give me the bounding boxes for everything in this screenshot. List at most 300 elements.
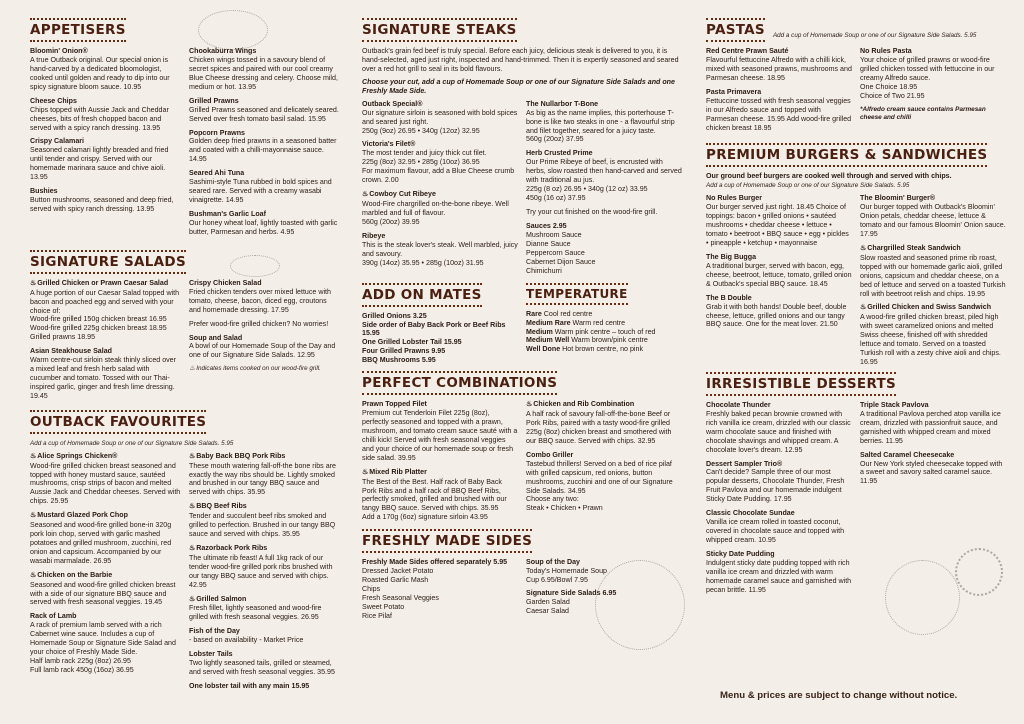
item-price: 10.95 [758,536,776,545]
section-note: Add a cup of Homemade Soup or one of our Signature Side Salads. 5.95 [706,182,910,190]
section-note: Add a cup of Homemade Soup or one of our Signature Side Salads. 5.95 [30,439,234,447]
item-name-text: Classic Chocolate Sundae [706,509,795,518]
menu-item [189,502,340,539]
item-description [30,521,181,566]
item-line: 390g (14oz) 35.95 • 285g (10oz) 31.95 [362,258,484,267]
list-item: Grilled Onions 3.25 [362,311,427,320]
section-title: PASTAS [706,18,765,42]
item-description-text: Your choice of grilled prawns or wood-fire grilled chicken tossed with fettuccine in our creamy Alfredo sauce. [860,55,995,82]
item-price: 18.95 [767,73,785,82]
item-name [526,149,682,158]
menu-item [30,612,181,675]
item-name-text: Dessert Sampler Trio® [706,459,783,468]
item-line: 560g (20oz) 39.95 [362,217,420,226]
burgers-section [706,143,1006,371]
item-price: 16.95 [860,357,878,366]
item-price: 17.95 [271,305,289,314]
item-line: Chimichurri [526,266,562,275]
item-name [706,294,852,303]
menu-item [860,47,1006,101]
item-price: 39.95 [397,453,416,462]
item-description-text: Our New York styled cheesecake topped with a sweet and savory salted caramel sauce. [860,459,1003,477]
item-description [189,137,340,164]
section-title: TEMPERATURE [526,283,628,305]
item-name-text: Razorback Pork Ribs [196,543,268,552]
menu-item [526,100,682,145]
item-description [526,109,682,136]
item-name [526,400,682,410]
item-description [706,56,852,83]
item-line: Wood-fire grilled 150g chicken breast 16.95 [30,315,167,324]
item-line: Mushroom Sauce [526,230,582,239]
menu-item [189,97,340,124]
item-name [189,279,340,288]
item-description-text: Wood-Fire chargrilled on-the-bone ribeye. Well marbled and full of flavour. [362,199,509,217]
item-name-text: Bushies [30,187,58,196]
item-name-text: Cheese Chips [30,96,77,105]
item-description [189,178,340,205]
section-intro: Our ground beef burgers are cooked well through and served with chips. [706,172,952,181]
item-description-text: Indulgent sticky date pudding topped with rich vanilla ice cream and drizzled with warm homemade caramel sauce and garnished with pecan brittle. [706,558,852,594]
item-name-text: Alice Springs Chicken® [37,451,118,460]
item-line: Wood-fire grilled 225g chicken breast 18.95 [30,324,167,333]
section-title: APPETISERS [30,18,126,42]
item-name [706,88,852,97]
item-name-text: Soup and Salad [189,333,243,342]
item-description [860,313,1006,367]
list-item: Today's Homemade Soup [526,567,608,576]
section-title: FRESHLY MADE SIDES [362,529,532,553]
item-description-text: Seasoned calamari lightly breaded and fried until tender and crispy. Served with our homemade marinara sauce and chive aioli. [30,146,169,173]
item-price: 35.95 [247,488,266,497]
item-name-text: Asian Steakhouse Salad [30,347,113,356]
menu-item [189,129,340,165]
item-name [189,544,340,554]
menu-item [30,137,181,182]
item-description [189,636,340,645]
item-price: 12.95 [784,445,803,454]
menu-item [30,279,181,342]
item-description [189,462,340,498]
combos-section [362,371,682,527]
side-salads-heading: Signature Side Salads 6.95 [526,589,617,598]
menu-item [30,452,181,507]
section-title: ADD ON MATES [362,283,482,307]
temperature-row [526,310,682,319]
item-description-text: The most tender and juicy thick cut filet. [362,149,487,158]
item-name-text: Crispy Chicken Salad [189,278,262,287]
wood-fire-icon: ♨ [189,544,196,552]
item-description [860,460,1006,487]
item-name [706,253,852,262]
item-name-text: Chicken and Rib Combination [533,400,635,409]
item-name [189,452,340,462]
item-price: 10.95 [123,82,142,91]
item-name [189,169,340,178]
item-name-text: Pasta Primavera [706,87,762,96]
item-name [860,451,1006,460]
item-description [30,356,181,401]
menu-item [189,320,340,329]
footer-disclaimer: Menu & prices are subject to change without notice. [720,690,958,701]
menu-item [189,169,340,205]
item-line: 450g (16 oz) 37.95 [526,194,586,203]
temperature-desc: Warm brown/pink centre [571,336,648,345]
item-name [706,550,852,559]
item-name [189,595,340,605]
menu-item [362,100,518,136]
wood-fire-icon: ♨ [30,512,37,520]
item-name-text: Sauces 2.95 [526,221,567,230]
item-name-text: Grilled Prawns [189,96,239,105]
item-name [706,460,852,469]
temperature-name: Medium Well [526,336,570,345]
item-description-text: Tastebud thrillers! Served on a bed of rice pilaf with grilled capsicum, red onions, button mushrooms, zucchini and one of our Signature Side Salads. [526,459,673,495]
item-description [706,303,852,330]
item-description-text: Wood-fire grilled chicken breast seasoned and topped with honey mustard sauce, sautéed mushrooms, crisp strips of bacon and melted Aussie Jack and Cheddar cheeses. Served with chips. [30,461,181,506]
item-line: Grilled prawns 18.95 [30,333,96,342]
item-price: 15.95 [308,114,326,123]
menu-item [189,210,340,237]
item-price: 11.95 [860,477,878,486]
list-item: BBQ Mushrooms 5.95 [362,356,436,365]
item-name-text: Grilled Chicken or Prawn Caesar Salad [37,278,169,287]
temperature-row [526,336,682,345]
item-description [30,56,181,92]
item-description [706,518,852,545]
section-title: OUTBACK FAVOURITES [30,410,206,434]
item-description [189,288,340,315]
temperature-desc: Warm red centre [572,318,626,327]
item-name-text: Fish of the Day [189,627,240,636]
menu-item [189,452,340,498]
menu-item [706,253,852,289]
item-name-text: Bushman's Garlic Loaf [189,210,266,218]
item-price: 19.45 [30,391,48,400]
item-name [189,650,340,659]
soup-heading: Soup of the Day [526,558,580,567]
item-name [362,232,518,241]
item-name [189,210,340,219]
item-description [362,109,518,127]
item-name-text: Chicken on the Barbie [37,570,113,579]
item-name [860,194,1006,203]
item-description [189,320,340,329]
item-name [706,47,852,56]
item-price: 32.95 [637,436,656,445]
item-description [30,196,181,214]
item-line: Add a 170g (6oz) signature sirloin 43.95 [362,513,488,522]
item-price: 4.95 [280,227,295,236]
item-description [189,604,340,622]
menu-item [706,88,852,133]
list-item: Cup 6.95/Bowl 7.95 [526,576,588,585]
item-line: 250g (9oz) 26.95 • 340g (12oz) 32.95 [362,126,480,135]
item-name [30,279,181,289]
item-name [526,222,682,231]
wood-fire-icon: ♨ [362,468,369,476]
item-name [189,97,340,106]
item-description [526,410,682,446]
item-description-text: Grab it with both hands! Double beef, double cheese, lettuce, grilled onions and our tangy BBQ sauce. One for the meat lover. [706,302,847,329]
item-name [860,303,1006,313]
item-name-text: Red Centre Prawn Sauté [706,47,789,55]
item-name [860,401,1006,410]
item-line: Half lamb rack 225g (8oz) 26.95 [30,657,131,666]
sides-section [362,529,682,621]
item-price: 18.45 [809,279,828,288]
menu-item [30,97,181,133]
item-description-text: A bowl of our Homemade Soup of the Day and one of our Signature Side Salads. [189,342,336,360]
item-description [30,106,181,133]
menu-item [362,232,518,268]
item-name-text: Rack of Lamb [30,612,77,621]
pastas-section [706,18,1006,137]
item-description-text: This is the steak lover's steak. Well marbled, juicy and savoury. [362,240,518,258]
item-description-text: Fried chicken tenders over mixed lettuce with tomato, cheese, bacon, diced egg, croutons and homemade dressing. [189,287,331,314]
item-name-text: Herb Crusted Prime [526,149,593,158]
item-line: Full lamb rack 450g (16oz) 36.95 [30,666,134,675]
item-name-text: Mustard Glazed Pork Chop [37,511,128,520]
menu-item [189,650,340,677]
item-name [362,468,518,478]
item-price: 35.95 [317,667,335,676]
item-description [706,262,852,289]
item-name-text: Grilled Chicken and Swiss Sandwich [867,303,992,312]
item-description-text: As big as the name implies, this porterhouse T-bone is like two steaks in one - a flavourful strip and filet together, seared for a juicy taste. [526,108,675,135]
item-description-text: A true Outback original. Our special onion is hand-carved by a dedicated bloomologist, cooked until golden and ready to dip into our spicy signature bloom sauce. [30,55,170,91]
item-description [362,241,518,259]
item-name [30,97,181,106]
temperature-desc: Warm pink centre – touch of red [554,327,656,336]
item-price: 15.95 [291,681,310,690]
item-name-text: Triple Stack Pavlova [860,400,929,409]
wood-fire-note: ♨Indicates items cooked on our wood-fire grill. [189,365,321,373]
item-line: 560g (20oz) 37.95 [526,135,584,144]
item-description [362,200,518,218]
wood-fire-icon: ♨ [189,595,196,603]
item-name-text: The Nullarbor T-Bone [526,99,599,108]
menu-item [526,222,682,276]
list-item: Fresh Seasonal Veggies [362,594,439,602]
salads-section [30,250,340,406]
item-description-text: A half rack of savoury fall-off-the-bone Beef or Pork Ribs, paired with a tasty wood-fire grilled 225g (8oz) chicken breast and smothered with our BBQ sauce. Served with chips. [526,410,672,445]
item-name [189,129,340,138]
temperature-desc: Hot brown centre, no pink [562,345,643,354]
item-description [706,410,852,455]
item-description [189,554,340,590]
item-description [860,203,1006,239]
item-description [30,581,181,608]
item-description [30,462,181,507]
item-name-text: The Bloomin' Burger® [860,194,936,203]
item-price: 17.95 [773,495,792,504]
temperature-name: Rare [526,309,542,318]
temperature-row [526,328,682,337]
item-description [526,460,682,496]
item-name-text: No Rules Pasta [860,47,912,55]
item-price: 11.95 [885,436,903,445]
menu-item [30,511,181,566]
item-name-text: Outback Special® [362,99,423,108]
item-price: 42.95 [189,580,207,589]
item-name-text: Chargrilled Steak Sandwich [867,243,961,252]
menu-item [526,149,682,203]
item-description [526,208,682,217]
item-name [526,451,682,460]
sides-heading: Freshly Made Sides offered separately 5.95 [362,558,508,567]
menu-item [362,400,518,463]
wood-fire-icon: ♨ [30,452,37,460]
item-name-text: The Big Bugga [706,252,757,261]
wood-fire-icon: ♨ [526,401,533,409]
item-description-text: Our honey wheat loaf, lightly toasted with garlic butter, Parmesan and herbs. [189,218,338,236]
item-name [30,187,181,196]
item-line: Peppercorn Sauce [526,248,585,257]
item-description-text: Chicken wings tossed in a savoury blend of secret spices and paired with our cool creamy Blue Cheese dressing and celery. Choose mild, medium or hot. [189,55,338,91]
item-price: 18.95 [753,123,772,132]
item-line: For maximum flavour, add a Blue Cheese crumb crown. 2.00 [362,167,515,185]
item-description [706,468,852,504]
menu-item [706,47,852,83]
item-description-text: Grilled Prawns seasoned and delicately seared. Served over fresh tomato basil salad. [189,105,339,123]
item-price: 25.95 [50,497,69,506]
item-description-text: Slow roasted and seasoned prime rib roast, topped with our homemade garlic aioli, grilled onions, capsicum and cheddar cheese, on a bed of lettuce and served on a toasted Turkish roll with beetroot relish and chips. [860,253,1006,298]
item-name [189,47,340,56]
list-item: Chips [362,585,381,594]
item-price: 14.95 [225,196,244,205]
item-name [362,140,518,149]
item-name [189,334,340,343]
menu-item [706,194,852,248]
item-description [189,219,340,237]
item-description [189,659,340,677]
item-price: 14.95 [189,155,207,164]
section-title: SIGNATURE SALADS [30,250,186,274]
list-item: Sweet Potato [362,602,405,611]
desserts-section [706,372,1006,600]
appetisers-section [30,18,340,242]
item-name-text: Combo Griller [526,450,574,459]
item-description [860,410,1006,446]
item-name-text: Seared Ahi Tuna [189,169,245,178]
temperature-section [526,283,682,366]
menu-item [860,194,1006,239]
item-line: 225g (8 oz) 26.95 • 340g (12 oz) 33.95 [526,185,648,194]
item-description-text: Our signature sirloin is seasoned with bold spices and seared just right. [362,108,518,126]
menu-item [526,400,682,446]
item-description [189,342,340,360]
item-description-text: Seasoned and wood-fire grilled chicken breast with a side of our signature BBQ sauce and served with fresh seasonal veggies. [30,580,176,607]
item-description [706,97,852,133]
item-name-text: Crispy Calamari [30,137,85,146]
addons-section [362,283,518,366]
item-description-text: Can't decide? Sample three of our most popular desserts, Chocolate Thunder, Fresh Fruit Pavlova and our homemade indulgent Sticky Date Pudding. [706,468,845,504]
item-description-text: A rack of premium lamb served with a rich Cabernet wine sauce. Includes a cup of Homemade Soup or Signature Side Salad and your choice of Freshly Made Side. [30,621,176,657]
item-description-text: Tender and succulent beef ribs smoked and grilled to perfection. Brushed in our tangy BBQ sauce and served with chips. [189,512,336,539]
wood-fire-icon: ♨ [860,304,867,312]
wood-fire-icon: ♨ [30,279,37,287]
item-description [706,559,852,595]
item-description-text: The Best of the Best. Half rack of Baby Back Pork Ribs and a half rack of BBQ Beef Ribs, perfectly smoked, grilled and brushed with our tangy BBQ sauce. Served with chips. [362,477,507,513]
section-choose: Choose your cut, add a cup of Homemade Soup or one of our Signature Side Salads and one Freshly Made Side. [362,77,675,95]
item-description [189,106,340,124]
item-name [30,347,181,356]
temperature-row [526,345,682,354]
item-name [30,571,181,581]
item-name-text: Sticky Date Pudding [706,549,775,558]
item-description-text: Fettuccine tossed with fresh seasonal veggies in our Alfredo sauce and topped with Parmesan cheese. 15.95 Add wood-fire grilled chicken breast [706,96,852,132]
item-description [189,56,340,92]
item-line: Dianne Sauce [526,239,571,248]
menu-item [30,571,181,608]
wood-fire-icon: ♨ [189,365,196,373]
item-price: 35.95 [480,504,499,513]
item-name [706,509,852,518]
menu-item [706,509,852,545]
menu-item [706,550,852,595]
item-description-text: Button mushrooms, seasoned and deep fried, served with spicy ranch dressing. [30,196,174,213]
menu-item [189,682,340,691]
menu-item [30,347,181,401]
steaks-section [362,18,682,281]
item-name-text: Chocolate Thunder [706,400,771,409]
item-name-text: Bloomin' Onion® [30,47,88,55]
item-description-text: Premium cut Tenderloin Filet 225g (8oz), perfectly seasoned and topped with a prawn, mushroom, and tomato cream sauce sauté with a chilli kick! Served with fresh seasonal veggies and your choice of our homemade soup or fresh side salad. [362,409,518,462]
item-name [189,627,340,636]
item-description-text: A traditional burger, served with bacon, egg, cheese, beetroot, lettuce, tomato, grilled onion & Outback's special BBQ sauce. [706,261,852,288]
section-title: PERFECT COMBINATIONS [362,371,557,395]
item-description-text: Freshly baked pecan brownie crowned with rich vanilla ice cream, drizzled with our classic warm chocolate sauce and finished with chocolate shavings and whipped cream. A chocolate lover's dream. [706,409,851,454]
menu-item [189,279,340,315]
item-description [189,512,340,539]
item-name [362,100,518,109]
menu-item [30,47,181,92]
item-price: 21.50 [819,320,838,329]
item-name-text: The B Double [706,293,752,302]
item-price: 26.95 [301,613,319,622]
menu-item [189,595,340,623]
item-name-text: BBQ Beef Ribs [196,502,247,511]
menu-item [189,544,340,590]
item-name [526,100,682,109]
item-description-text: Our burger served just right. 18.45 Choice of toppings: bacon • grilled onions • sautéed mushrooms • cheddar cheese • lettuce • tomato • beetroot • BBQ sauce • egg • pickles • pineapple • ketchup • mayonnaise [706,203,849,247]
list-item: Roasted Garlic Mash [362,576,429,585]
menu-item [860,106,1006,122]
item-name [362,190,518,200]
item-price: 13.95 [142,123,161,132]
item-name [30,47,181,56]
item-description-text: Warm centre-cut sirloin steak thinly sliced over a mixed leaf and fresh herb salad with cucumber and tomato. Tossed with our Thai-inspired garlic, ginger and fresh lime dressing. [30,356,176,391]
list-item: Four Grilled Prawns 9.95 [362,347,446,356]
wood-fire-icon: ♨ [189,452,196,460]
wood-fire-icon: ♨ [189,503,196,511]
list-item: Caesar Salad [526,606,569,615]
item-description-text: Flavourful fettuccine Alfredo with a chilli kick, mixed with seasoned prawns, mushrooms and Parmesan cheese. [706,55,852,82]
item-description-text: A wood-fire grilled chicken breast, piled high with sweet caramelized onions and melted Swiss cheese, finished off with shredded lettuce and tomato. Served on a toasted Turkish roll with a zesty chive aioli and chips. [860,313,1001,358]
item-line: 225g (8oz) 32.95 • 285g (10oz) 36.95 [362,158,480,167]
item-name-text: Salted Caramel Cheesecake [860,450,955,459]
item-line: Choose any two: [526,495,579,504]
menu-item [189,627,340,645]
item-description-text: These mouth watering fall-off-the bone ribs are exactly the way ribs should be. Lightly smoked and brushed in our tangy BBQ sauce and served with chips. [189,461,336,497]
item-name-text: Grilled Salmon [196,594,247,603]
list-item: Side order of Baby Back Pork or Beef Ribs 15.95 [362,320,506,338]
item-name-text: Cowboy Cut Ribeye [369,190,436,199]
item-name [189,682,340,691]
menu-item [860,244,1006,299]
menu-item [30,187,181,214]
